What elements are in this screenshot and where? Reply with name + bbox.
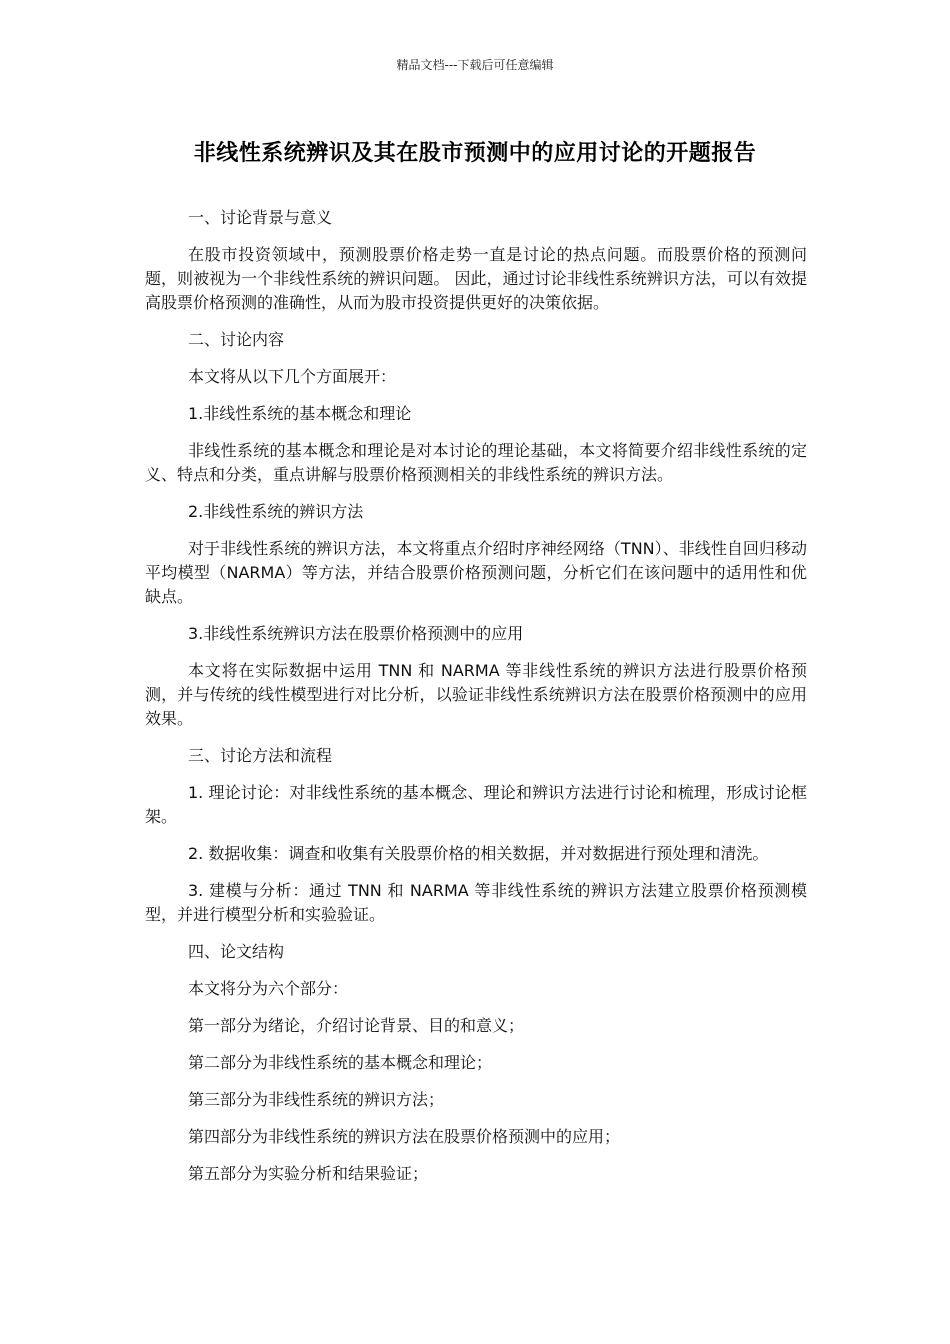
paragraph-2: 对于非线性系统的辨识方法，本文将重点介绍时序神经网络（TNN）、非线性自回归移动平均模型（NARMA）等方法，并结合股票价格预测问题，分析它们在该问题中的适用性和优缺点。 [145, 539, 807, 606]
subheading-1: 1.非线性系统的基本概念和理论 [188, 404, 412, 423]
paragraph-1: 非线性系统的基本概念和理论是对本讨论的理论基础，本文将简要介绍非线性系统的定义、特点和分类，重点讲解与股票价格预测相关的非线性系统的辨识方法。 [145, 441, 807, 484]
structure-part-2: 第二部分为非线性系统的基本概念和理论； [188, 1053, 493, 1072]
document-title: 非线性系统辨识及其在股市预测中的应用讨论的开题报告 [193, 141, 757, 166]
section-heading-methods: 三、讨论方法和流程 [188, 746, 333, 765]
subheading-3: 3.非线性系统辨识方法在股票价格预测中的应用 [188, 624, 524, 643]
section-heading-background: 一、讨论背景与意义 [188, 208, 333, 227]
method-item-2: 2. 数据收集：调查和收集有关股票价格的相关数据，并对数据进行预处理和清洗。 [188, 844, 769, 863]
method-item-1: 1. 理论讨论：对非线性系统的基本概念、理论和辨识方法进行讨论和梳理，形成讨论框架。 [145, 783, 807, 826]
structure-part-4: 第四部分为非线性系统的辨识方法在股票价格预测中的应用； [188, 1127, 621, 1146]
paragraph-background: 在股市投资领域中，预测股票价格走势一直是讨论的热点问题。而股票价格的预测问题，则被视为一个非线性系统的辨识问题。 因此，通过讨论非线性系统辨识方法，可以有效提高股票价格预测的准确性，从而为股市投资提供更好的决策依据。 [145, 245, 807, 312]
paragraph-intro: 本文将从以下几个方面展开： [188, 367, 397, 386]
paragraph-3: 本文将在实际数据中运用 TNN 和 NARMA 等非线性系统的辨识方法进行股票价格预测，并与传统的线性模型进行对比分析，以验证非线性系统辨识方法在股票价格预测中的应用效果。 [145, 661, 807, 728]
structure-part-5: 第五部分为实验分析和结果验证； [188, 1164, 429, 1183]
structure-intro: 本文将分为六个部分： [188, 979, 349, 998]
header-note: 精品文档---下载后可任意编辑 [396, 58, 554, 72]
document-body [145, 206, 807, 1199]
method-item-3: 3. 建模与分析：通过 TNN 和 NARMA 等非线性系统的辨识方法建立股票价格预测模型，并进行模型分析和实验验证。 [145, 881, 807, 924]
section-heading-structure: 四、论文结构 [188, 942, 285, 961]
structure-part-3: 第三部分为非线性系统的辨识方法； [188, 1090, 445, 1109]
section-heading-content: 二、讨论内容 [188, 330, 285, 349]
structure-part-1: 第一部分为绪论，介绍讨论背景、目的和意义； [188, 1016, 525, 1035]
subheading-2: 2.非线性系统的辨识方法 [188, 502, 364, 521]
